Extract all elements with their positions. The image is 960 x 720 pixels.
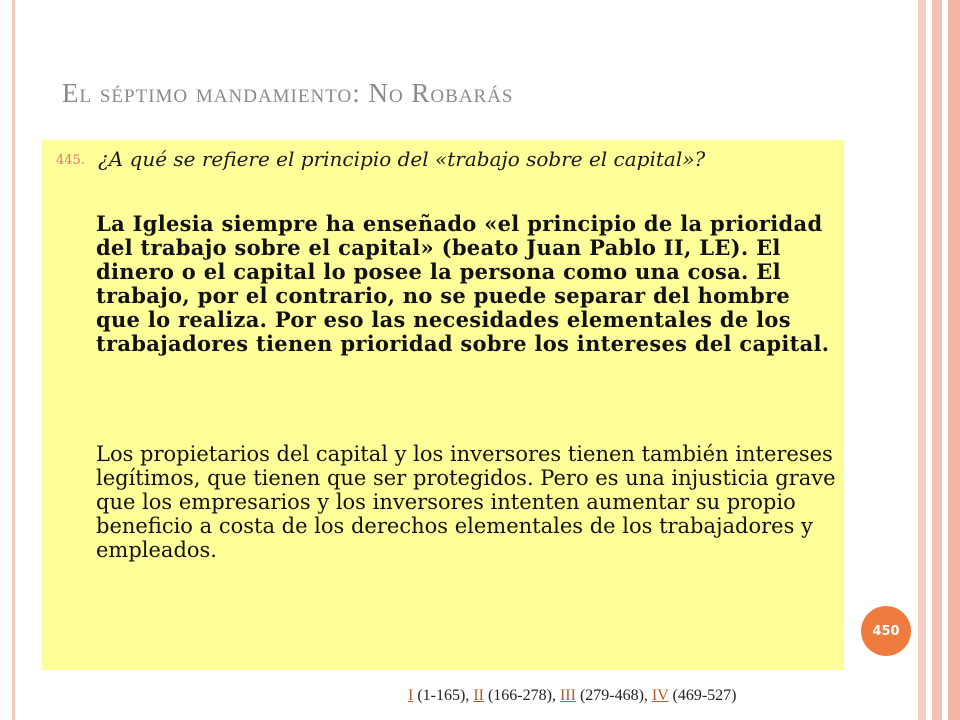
index-range: (469-527) (668, 687, 737, 704)
index-link-part-4[interactable]: IV (651, 687, 669, 704)
part-index (408, 687, 737, 705)
slide-title: El séptimo mandamiento: No Robarás (62, 78, 514, 108)
index-range: (166-278), (483, 687, 560, 704)
page-number-badge: 450 (861, 606, 911, 656)
index-range: (1-165), (413, 687, 474, 704)
index-link-part-3[interactable]: III (559, 687, 576, 704)
question-number: 445. (56, 153, 85, 168)
slide-frame-left (12, 0, 15, 720)
index-link-part-2[interactable]: II (473, 687, 484, 704)
question-text: ¿A qué se refiere el principio del «trabajo sobre el capital»? (98, 147, 706, 171)
frame-stripe (932, 0, 942, 720)
question-block (56, 147, 816, 171)
answer-paragraph: Los propietarios del capital y los inversores tienen también intereses legítimos, que tienen que ser protegidos. Pero es una injusticia grave que los empresarios y los inversores intenten aumentar su propio beneficio a costa de los derechos elementales de los trabajadores y empleados. (96, 442, 836, 562)
index-link-part-1[interactable]: I (408, 687, 414, 704)
slide-frame-right (918, 0, 960, 720)
frame-stripe (948, 0, 960, 720)
index-range: (279-468), (575, 687, 652, 704)
answer-bold-paragraph: La Iglesia siempre ha enseñado «el principio de la prioridad del trabajo sobre el capital» (beato Juan Pablo II, LE). El dinero o el capital lo posee la persona como una cosa. El trabajo, por el contrario, no se puede separar del hombre que lo realiza. Por eso las necesidades elementales de los trabajadores tienen prioridad sobre los intereses del capital. (96, 211, 830, 356)
frame-stripe (918, 0, 926, 720)
